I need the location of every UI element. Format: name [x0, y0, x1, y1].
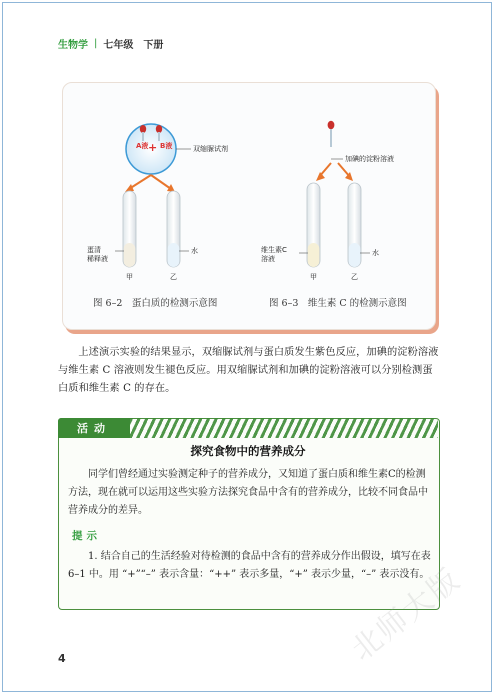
tube-b-label: 乙: [170, 273, 177, 281]
reagent-label: 双缩脲试剂: [193, 145, 228, 153]
figure-panel: [62, 82, 436, 330]
hint-body: 1. 结合自己的生活经验对待检测的食品中含有的营养成分作出假设，填写在表 6–1 中。用 “+”“–” 表示含量：“++” 表示多量，“+” 表示少量，“–” 表示没有。: [68, 551, 431, 580]
running-header: [58, 36, 163, 51]
activity-tab: 活动: [58, 418, 130, 438]
reagent-b-label: B液: [160, 142, 173, 150]
vitamin-c-label: 维生素C 溶液: [261, 246, 287, 263]
hint-label: 提示: [72, 530, 101, 542]
reagent-a-label: A液: [136, 142, 149, 150]
body-paragraph: 上述演示实验的结果显示，双缩脲试剂与蛋白质发生紫色反应，加碘的淀粉溶液与维生素 C 溶液则发生褪色反应。用双缩脲试剂和加碘的淀粉溶液可以分别检测蛋白质和维生素 C 的存在。: [58, 347, 439, 394]
figure-6-3-caption: 图 6–3 维生素 C 的检测示意图: [269, 298, 407, 309]
page-number: 4: [58, 652, 66, 665]
test-tube-c: [307, 183, 320, 267]
watermark: 北师大版: [344, 561, 468, 668]
plus-sign: +: [148, 141, 158, 154]
figures-illustration: [63, 83, 435, 329]
arrow-right-icon: [151, 175, 175, 192]
header-separator: |: [94, 38, 98, 49]
arrow-iodine-right-icon: [338, 163, 353, 181]
sample-label: 蛋清 稀释液: [87, 246, 108, 263]
header-grade: 七年级 下册: [103, 40, 164, 51]
activity-title: 探究食物中的营养成分: [190, 444, 306, 458]
activity-stripes: [130, 418, 438, 438]
iodine-reagent-label: 加碘的淀粉溶液: [345, 155, 394, 163]
water-label-right: 水: [372, 249, 379, 257]
header-subject: 生物学: [58, 40, 88, 51]
arrow-left-icon: [125, 175, 151, 192]
test-tube-b: [167, 191, 180, 267]
dropper-iodine-icon: [328, 121, 335, 147]
tube-c-label: 甲: [310, 273, 317, 281]
tube-a-label: 甲: [126, 273, 133, 281]
arrow-iodine-left-icon: [316, 163, 331, 181]
water-label: 水: [191, 247, 198, 255]
test-tube-a: [123, 191, 136, 267]
tube-d-label: 乙: [351, 273, 358, 281]
test-tube-d: [348, 183, 361, 267]
activity-body: 同学们曾经通过实验测定种子的营养成分，又知道了蛋白质和维生素C的检测方法，现在就可以运用这些实验方法探究食品中含有的营养成分，比较不同食品中营养成分的差异。: [68, 469, 428, 516]
figure-6-2-caption: 图 6–2 蛋白质的检测示意图: [93, 298, 218, 309]
